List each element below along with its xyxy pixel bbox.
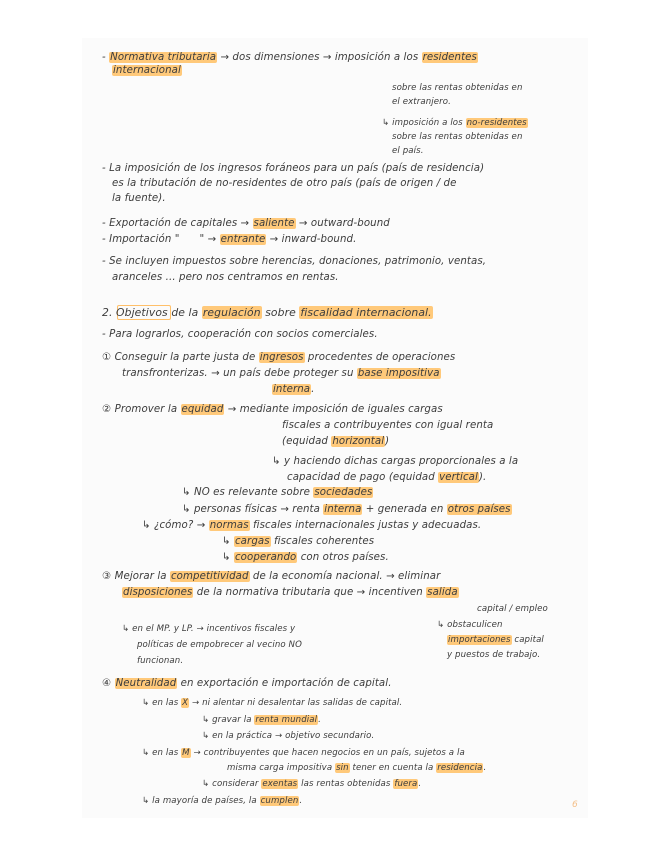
note-line: sobre las rentas obtenidas en [392,132,523,142]
note-line: ↳ personas físicas → renta interna + generada en otros países [182,504,511,515]
note-line: - Para lograrlos, cooperación con socios comerciales. [102,329,378,340]
note-line: - Se incluyen impuestos sobre herencias, donaciones, patrimonio, ventas, [102,256,487,267]
note-line: ↳ cooperando con otros países. [222,552,389,563]
note-line: capital / empleo [477,604,548,614]
note-line: - La imposición de los ingresos foráneos para un país (país de residencia) [102,163,485,174]
note-line: disposiciones de la normativa tributaria que → incentiven salida [123,587,458,598]
note-line: el país. [392,146,424,156]
note-line: ① Conseguir la parte justa de ingresos procedentes de operaciones [102,352,456,363]
note-line: la fuente). [112,193,166,204]
note-line: ③ Mejorar la competitividad de la economía nacional. → eliminar [102,571,441,582]
note-line: ↳ y haciendo dichas cargas proporcionales a la [272,456,519,467]
note-line: aranceles ... pero nos centramos en rentas. [112,272,339,283]
note-line: sobre las rentas obtenidas en [392,83,523,93]
note-line: transfronterizas. → un país debe proteger su base impositiva [122,368,440,379]
notebook-page [82,38,588,818]
note-line: ↳ cargas fiscales coherentes [222,536,375,547]
section-heading: 2. Objetivos de la regulación sobre fiscalidad internacional. [102,306,432,319]
note-line: internacional [113,65,181,76]
note-line: políticas de empobrecer al vecino NO [137,640,302,650]
note-line: funcionan. [137,656,184,666]
note-line: ↳ en el MP. y LP. → incentivos fiscales y [122,624,296,634]
note-line: ④ Neutralidad en exportación e importación de capital. [102,678,392,689]
note-line: (equidad horizontal) [282,436,390,447]
note-line: importaciones capital [448,635,544,645]
note-line: ↳ en las X → ni alentar ni desalentar las salidas de capital. [142,698,403,708]
note-line: - Importación " " → entrante → inward-bound. [102,234,357,245]
note-line: ↳ NO es relevante sobre sociedades [182,487,373,498]
note-line: el extranjero. [392,97,451,107]
note-line: ↳ obstaculicen [437,620,503,630]
note-line: capacidad de pago (equidad vertical). [287,472,487,483]
note-line: misma carga impositiva sin tener en cuenta la residencia. [227,763,487,773]
note-line: - Exportación de capitales → saliente → outward-bound [102,218,390,229]
note-line: - Normativa tributaria → dos dimensiones → imposición a los residentes [102,52,477,63]
note-line: ↳ ¿cómo? → normas fiscales internacionales justas y adecuadas. [142,520,482,531]
note-line: ↳ imposición a los no-residentes [382,118,527,128]
note-line: ② Promover la equidad → mediante imposición de iguales cargas [102,404,443,415]
note-line: ↳ en las M → contribuyentes que hacen negocios en un país, sujetos a la [142,748,465,758]
note-line: interna. [273,384,315,395]
note-line: ↳ la mayoría de países, la cumplen. [142,796,303,806]
note-line: fiscales a contribuyentes con igual renta [282,420,494,431]
note-line: ↳ gravar la renta mundial. [202,715,321,725]
note-line: y puestos de trabajo. [447,650,541,660]
note-line: es la tributación de no-residentes de otro país (país de origen / de [112,178,457,189]
page-number: 6 [572,800,578,810]
note-line: ↳ considerar exentas las rentas obtenidas fuera. [202,779,422,789]
note-line: ↳ en la práctica → objetivo secundario. [202,731,375,741]
